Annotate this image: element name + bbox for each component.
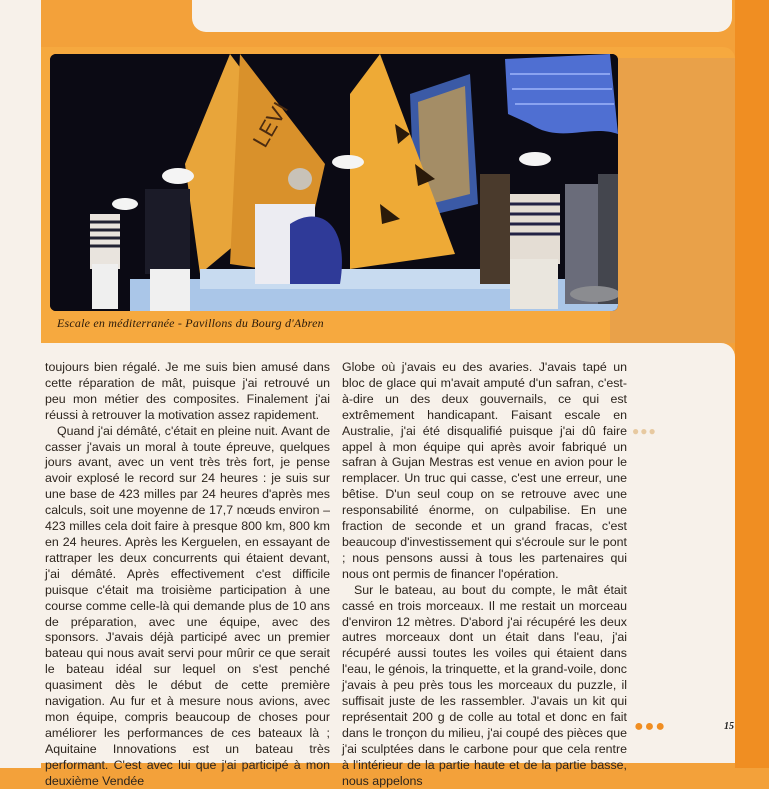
paragraph: Globe où j'avais eu des avaries. J'avais tapé un bloc de glace qui m'avait amputé d'un safran, c'est-à-dire un des deux gouvernails, ce qui est extrêmement handicapant. Faisant escale en Australie, j'ai été disqualifié puisque j'ai dû faire appel à mon équipe qui après avoir fabriqué un safran à Gujan Mestras est venue en avion pour le remplacer. Un truc qui casse, c'est une erreur, une bêtise. D'un seul coup on se retrouve avec une responsabilité énorme, on culpabilise. En une fraction de seconde et un grand fracas, c'est beaucoup d'investissement qui s'écroule sur le pont ; nous pensons aussi à tous les partenaires qui nous ont permis de financer l'opération. xyxy=(342,360,627,581)
decorative-dots: ●●● xyxy=(634,718,666,735)
decorative-dots-faint: ●●● xyxy=(632,424,657,438)
paragraph: toujours bien régalé. Je me suis bien amusé dans cette réparation de mât, puisque j'ai retrouvé un peu mon métier des composites. Finalement j'ai réussi à retrouver la motivation assez rapidement. xyxy=(45,360,330,422)
photo-illustration xyxy=(50,54,618,311)
right-orange-band xyxy=(735,0,769,768)
article-column-left xyxy=(45,360,330,789)
article-column-right xyxy=(342,360,627,789)
photo-sailboats xyxy=(50,54,618,311)
top-paper-card xyxy=(192,0,732,32)
photo-panel-shadow xyxy=(610,58,735,343)
paragraph: Sur le bateau, au bout du compte, le mât était cassé en trois morceaux. Il me restait un morceau d'environ 12 mètres. D'abord j'ai récupéré les deux autres morceaux dont un était dans l'eau, j'ai récupéré aussi toutes les voiles qui étaient dans l'eau, le génois, la trinquette, et la grand-voile, donc j'avais à peu près tous les morceaux du puzzle, il suffisait juste de les rassembler. J'avais un kit qui représentait 200 g de colle au total et donc en fait dans le tronçon du milieu, j'ai coupé des pièces que j'ai sculptées dans le carbone pour que cela rentre à l'intérieur de la partie haute et de la partie basse, nous appelons xyxy=(342,582,627,788)
svg-text:LEVI: LEVI xyxy=(247,97,294,152)
paragraph: Quand j'ai démâté, c'était en pleine nuit. Avant de casser j'avais un moral à toute épreuve, quelques jours avant, avec un vent très très fort, je pense avoir explosé le record sur 24 heures : je suis sur une base de 423 milles par 24 heures d'après mes calculs, soit une moyenne de 17,7 nœuds environ – 423 milles cela doit faire à presque 800 km, 800 km en 24 heures. Après les Kerguelen, en essayant de rattraper les deux concurrents qui étaient devant, j'ai démâté. Après effectivement c'est difficile puisque c'était ma troisième participation à une course comme celle-là qui demande plus de 10 ans de préparation, avec une équipe, avec des sponsors. J'avais déjà participé avec un premier bateau qui nous avait servi pour mûrir ce que serait le bateau idéal sur lequel on s'est penché quasiment dès le début de cette première navigation. Au fur et à mesure nous avions, avec mon équipe, compris beaucoup de choses pour améliorer les performances de ces bateaux là ; Aquitaine Innovations est un bateau très performant. C'est avec lui que j'ai participé à mon deuxième Vendée xyxy=(45,423,330,788)
photo-caption: Escale en méditerranée - Pavillons du Bourg d'Abren xyxy=(57,316,324,330)
page-number: 15 xyxy=(724,721,734,732)
